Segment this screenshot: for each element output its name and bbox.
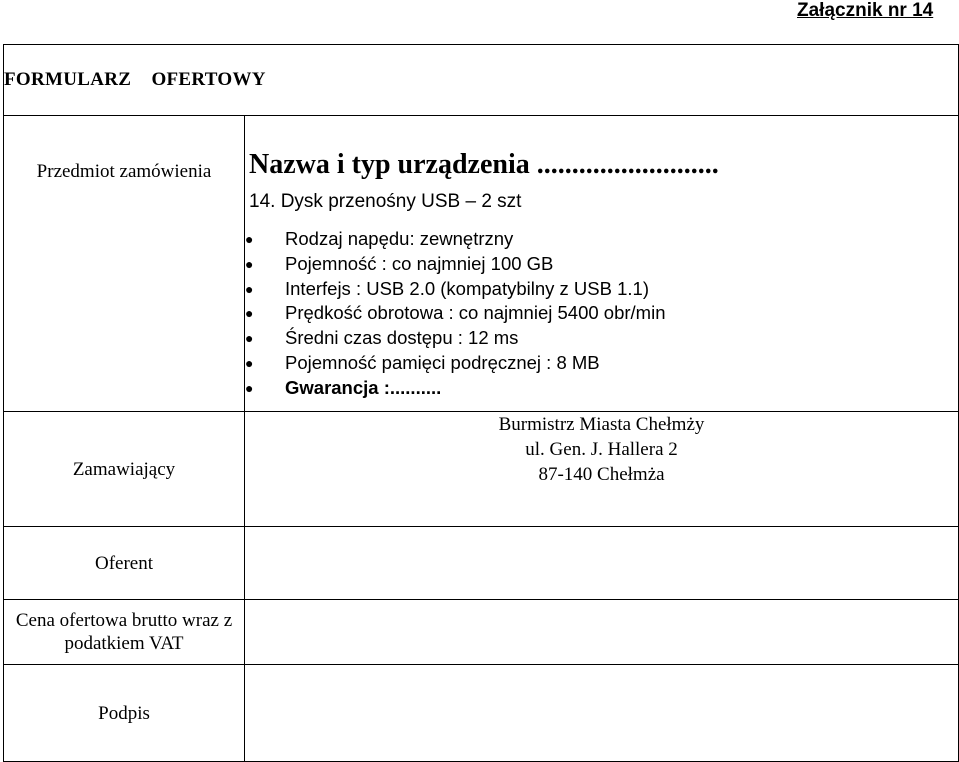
spec-text: Rodzaj napędu: zewnętrzny <box>285 228 514 249</box>
annex-number: Załącznik nr 14 <box>797 0 934 21</box>
device-item: 14. Dysk przenośny USB – 2 szt <box>249 191 522 212</box>
spec-text: Pojemność : co najmniej 100 GB <box>285 252 554 274</box>
buyer-label: Zamawiający <box>72 458 176 480</box>
spec-text: Gwarancja :.......... <box>285 376 442 398</box>
bidder-label: Oferent <box>94 552 154 574</box>
spec-text: Prędkość obrotowa : co najmniej 5400 obr/min <box>285 302 666 324</box>
spec-list <box>245 227 958 401</box>
price-row <box>4 600 959 665</box>
bullet-icon: ● <box>245 354 254 371</box>
signature-value-cell <box>245 665 959 762</box>
bullet-icon: ● <box>245 379 254 396</box>
bullet-icon: ● <box>245 231 254 247</box>
subject-label-cell <box>4 116 245 412</box>
bullet-icon: ● <box>245 330 254 347</box>
bullet-icon: ● <box>245 255 254 272</box>
buyer-street: ul. Gen. J. Hallera 2 <box>525 439 678 460</box>
spec-text: Interfejs : USB 2.0 (kompatybilny z USB 1.1) <box>285 277 649 299</box>
bidder-label-cell <box>4 527 245 600</box>
offer-form-table <box>3 44 959 762</box>
form-title-row <box>4 45 959 116</box>
buyer-label-cell <box>4 412 245 527</box>
price-label-cell <box>4 600 245 665</box>
buyer-value-cell <box>245 412 959 527</box>
spec-item-warranty <box>245 376 958 401</box>
buyer-name: Burmistrz Miasta Chełmży <box>498 414 705 435</box>
form-title-text: FORMULARZ OFERTOWY <box>4 69 266 90</box>
spec-text: Średni czas dostępu : 12 ms <box>285 327 519 349</box>
signature-label-cell <box>4 665 245 762</box>
spec-item <box>245 277 958 302</box>
signature-row <box>4 665 959 762</box>
buyer-row <box>4 412 959 527</box>
subject-value-cell <box>245 116 959 412</box>
subject-label: Przedmiot zamówienia <box>36 161 212 182</box>
spec-text: Pojemność pamięci podręcznej : 8 MB <box>285 351 600 373</box>
spec-item <box>245 252 958 277</box>
spec-item <box>245 301 958 326</box>
price-value-cell <box>245 600 959 665</box>
spec-item <box>245 326 958 351</box>
bidder-value-cell <box>245 527 959 600</box>
bullet-icon: ● <box>245 305 254 322</box>
form-title <box>4 45 959 116</box>
spec-item <box>245 227 958 252</box>
buyer-city: 87-140 Chełmża <box>538 464 665 485</box>
spec-item <box>245 351 958 376</box>
bidder-row <box>4 527 959 600</box>
price-label: Cena ofertowa brutto wraz z podatkiem VAT <box>15 610 233 654</box>
subject-row <box>4 116 959 412</box>
bullet-icon: ● <box>245 280 254 297</box>
device-title: Nazwa i typ urządzenia .......................... <box>249 149 719 180</box>
signature-label: Podpis <box>98 702 150 724</box>
